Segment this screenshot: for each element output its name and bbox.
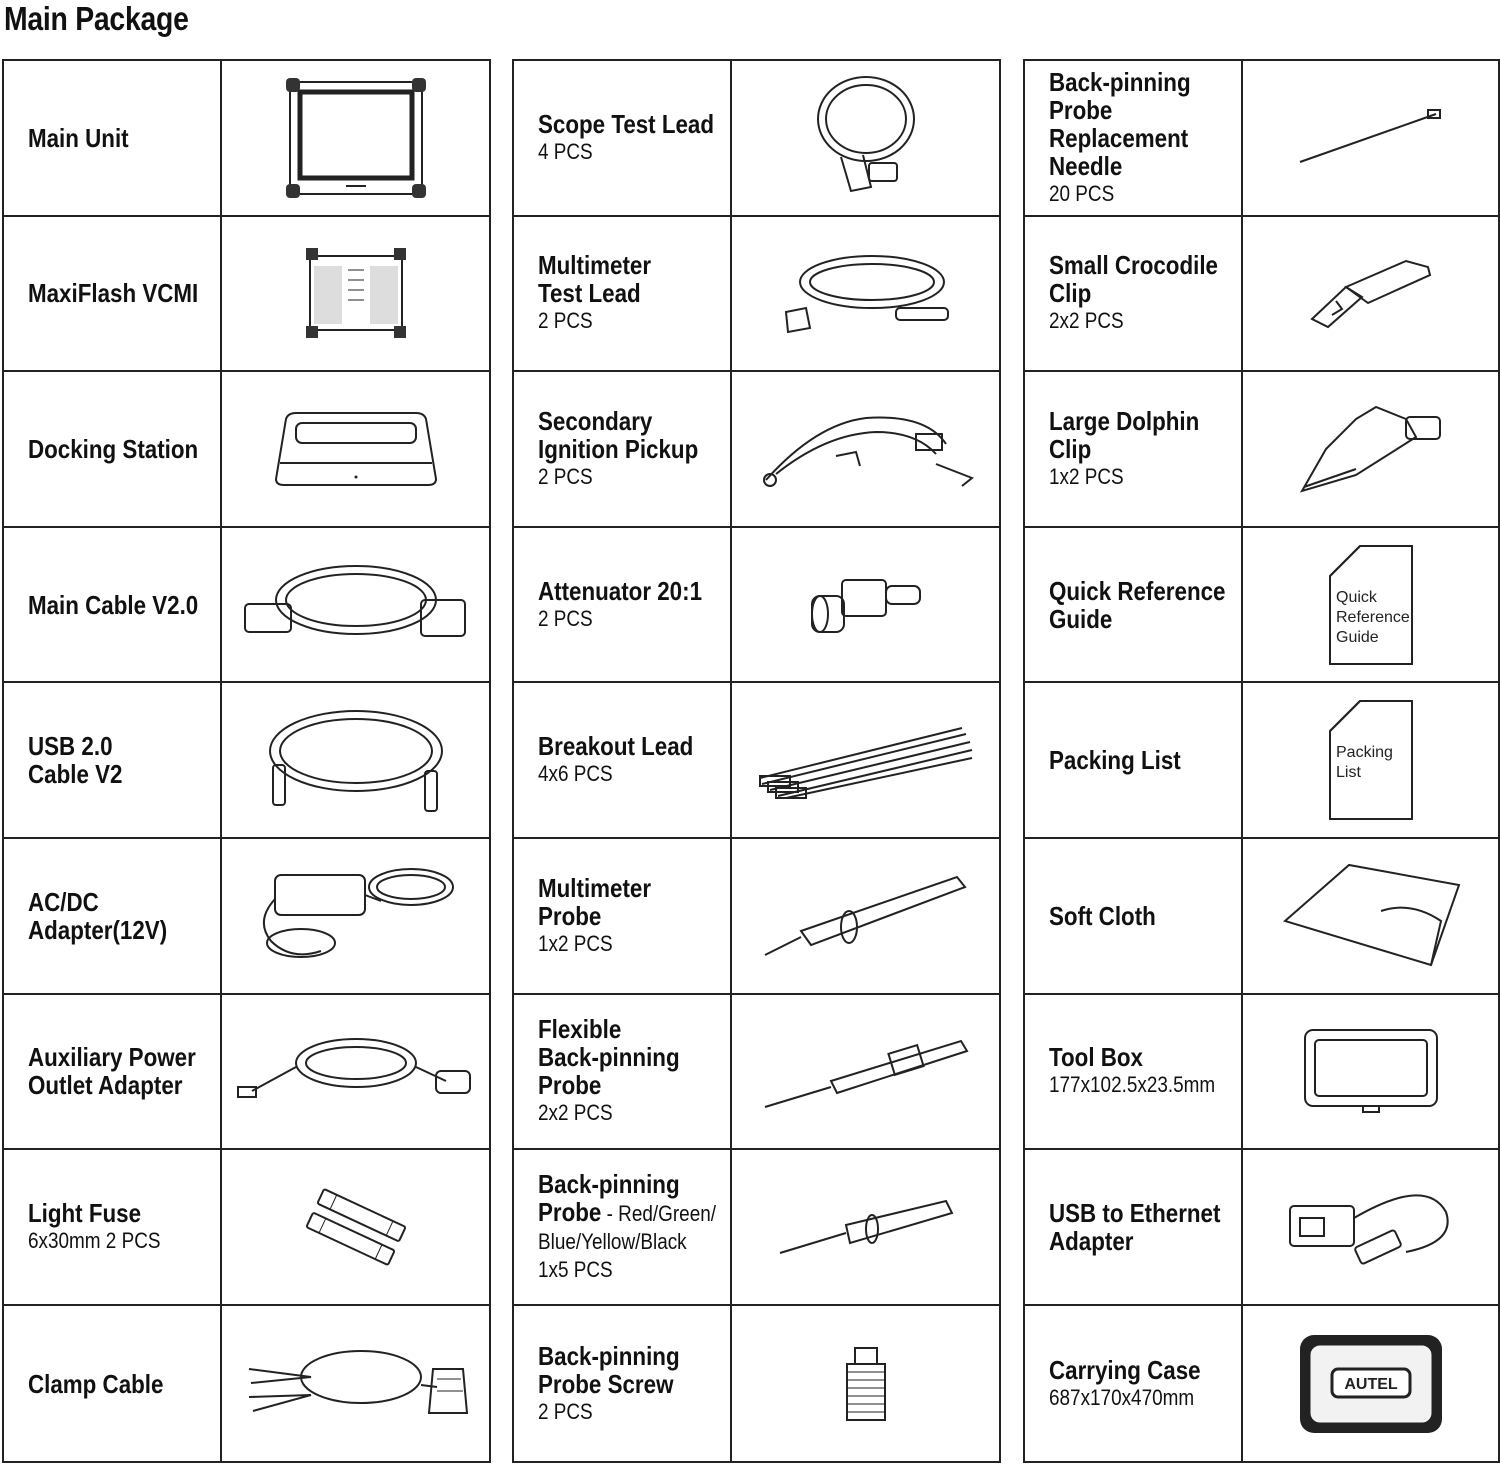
package-item-row <box>4 61 489 217</box>
package-item-row <box>4 1306 489 1462</box>
tablet-icon <box>222 61 489 215</box>
package-item-row <box>514 1306 999 1462</box>
item-label-cell <box>514 217 732 371</box>
package-item-row <box>514 683 999 839</box>
item-name: Tool Box <box>1049 1042 1143 1073</box>
item-name: AC/DC Adapter(12V) <box>28 886 168 945</box>
item-quantity: 2 PCS <box>538 308 593 334</box>
item-label-cell <box>4 61 222 215</box>
package-item-row <box>4 995 489 1151</box>
package-item-row <box>1025 995 1498 1151</box>
package-item-row <box>1025 217 1498 373</box>
item-quantity: 2 PCS <box>538 463 593 489</box>
item-label-cell <box>514 839 732 993</box>
item-quantity: 2 PCS <box>538 1398 593 1424</box>
item-name: Flexible Back-pinning Probe <box>538 1014 680 1101</box>
package-item-row <box>514 372 999 528</box>
dolphin-clip-icon <box>1243 372 1498 526</box>
item-name: Light Fuse <box>28 1197 142 1228</box>
item-name: Large Dolphin Clip <box>1049 405 1200 464</box>
package-item-row <box>1025 61 1498 217</box>
item-name-with-colors: Back-pinning Probe - Red/Green/ Blue/Yellow/Black 1x5 PCS <box>538 1168 716 1282</box>
item-label-cell <box>1025 839 1243 993</box>
toolbox-icon <box>1243 995 1498 1149</box>
scope-lead-icon <box>732 61 999 215</box>
item-quantity: 4x6 PCS <box>538 761 613 787</box>
item-label-cell <box>1025 995 1243 1149</box>
obd-cable-icon <box>222 528 489 682</box>
package-item-row <box>514 61 999 217</box>
item-name: Back-pinning Probe Screw <box>538 1340 680 1399</box>
package-item-row <box>1025 528 1498 684</box>
usb-cable-icon <box>222 683 489 837</box>
crocodile-clip-icon <box>1243 217 1498 371</box>
item-label-cell <box>4 217 222 371</box>
item-label-cell <box>1025 1150 1243 1304</box>
document-label-line: Packing <box>1335 744 1393 762</box>
cloth-icon <box>1243 839 1498 993</box>
item-quantity: 2 PCS <box>538 605 593 631</box>
item-name: USB to Ethernet Adapter <box>1049 1197 1221 1256</box>
flexible-probe-icon <box>732 995 999 1149</box>
breakout-lead-icon <box>732 683 999 837</box>
item-name: Auxiliary Power Outlet Adapter <box>28 1042 196 1101</box>
item-label-cell <box>1025 683 1243 837</box>
cigarette-adapter-icon <box>222 995 489 1149</box>
package-item-row <box>1025 1150 1498 1306</box>
usb-ethernet-icon <box>1243 1150 1498 1304</box>
package-item-row <box>4 217 489 373</box>
probe-screw-icon <box>732 1306 999 1462</box>
item-label-cell <box>514 1150 732 1304</box>
item-label-cell <box>514 528 732 682</box>
item-name: Attenuator 20:1 <box>538 575 703 606</box>
item-label-cell <box>4 528 222 682</box>
item-name: Back-pinning Probe Replacement Needle <box>1049 66 1191 181</box>
item-name: Docking Station <box>28 433 199 464</box>
package-item-row <box>1025 372 1498 528</box>
item-name: Multimeter Probe <box>538 872 652 931</box>
item-name: Scope Test Lead <box>538 108 715 139</box>
package-item-row <box>514 217 999 373</box>
fuse-icon <box>222 1150 489 1304</box>
attenuator-icon <box>732 528 999 682</box>
package-column-1 <box>2 59 491 1463</box>
item-name: Breakout Lead <box>538 731 694 762</box>
multimeter-lead-icon <box>732 217 999 371</box>
package-item-row <box>4 372 489 528</box>
item-name: Soft Cloth <box>1049 900 1156 931</box>
package-item-row <box>1025 839 1498 995</box>
document-label-line: Reference <box>1335 608 1410 626</box>
document-icon <box>1243 528 1498 682</box>
item-label-cell <box>4 1306 222 1462</box>
package-column-3 <box>1023 59 1500 1463</box>
ignition-pickup-icon <box>732 372 999 526</box>
item-name: Clamp Cable <box>28 1368 164 1399</box>
item-label-cell <box>1025 217 1243 371</box>
item-label-cell <box>4 683 222 837</box>
package-item-row <box>514 995 999 1151</box>
item-name: Quick Reference Guide <box>1049 575 1226 634</box>
item-name: Carrying Case <box>1049 1354 1201 1385</box>
item-label-cell <box>514 61 732 215</box>
package-item-row <box>514 528 999 684</box>
item-quantity: 2x2 PCS <box>538 1100 613 1126</box>
item-label-cell <box>4 995 222 1149</box>
document-icon <box>1243 683 1498 837</box>
item-label-cell <box>1025 61 1243 215</box>
item-name: Small Crocodile Clip <box>1049 250 1218 309</box>
package-item-row <box>4 528 489 684</box>
item-quantity: 177x102.5x23.5mm <box>1049 1072 1216 1098</box>
item-label-cell <box>514 1306 732 1462</box>
item-quantity: 2x2 PCS <box>1049 308 1124 334</box>
item-name: Secondary Ignition Pickup <box>538 405 699 464</box>
item-label-cell <box>514 995 732 1149</box>
item-name: USB 2.0 Cable V2 <box>28 731 123 790</box>
package-item-row <box>1025 683 1498 839</box>
document-label-line: Quick <box>1335 588 1377 606</box>
item-label-cell <box>514 683 732 837</box>
document-label-line: Guide <box>1335 628 1379 646</box>
carrying-case-icon <box>1243 1306 1498 1462</box>
package-item-row <box>514 839 999 995</box>
package-item-row <box>1025 1306 1498 1462</box>
package-item-row <box>4 839 489 995</box>
vci-box-icon <box>222 217 489 371</box>
docking-station-icon <box>222 372 489 526</box>
backpin-probe-icon <box>732 1150 999 1304</box>
item-quantity: 4 PCS <box>538 138 593 164</box>
case-brand-label: AUTEL <box>1343 1375 1398 1393</box>
multimeter-probe-icon <box>732 839 999 993</box>
item-name: Main Unit <box>28 122 129 153</box>
page-title: Main Package <box>4 0 189 37</box>
package-column-2 <box>512 59 1001 1463</box>
item-label-cell <box>514 372 732 526</box>
item-name: Multimeter Test Lead <box>538 250 652 309</box>
package-item-row <box>4 1150 489 1306</box>
item-label-cell <box>4 372 222 526</box>
item-label-cell <box>4 1150 222 1304</box>
item-quantity: 20 PCS <box>1049 180 1115 206</box>
item-label-cell <box>1025 1306 1243 1462</box>
item-name: Packing List <box>1049 745 1181 776</box>
document-label-line: List <box>1335 764 1361 782</box>
item-quantity: 1x2 PCS <box>1049 463 1124 489</box>
power-adapter-icon <box>222 839 489 993</box>
item-quantity: 687x170x470mm <box>1049 1384 1195 1410</box>
clamp-cable-icon <box>222 1306 489 1462</box>
package-item-row <box>4 683 489 839</box>
item-name: Main Cable V2.0 <box>28 589 199 620</box>
item-name: MaxiFlash VCMI <box>28 278 199 309</box>
item-quantity: 6x30mm 2 PCS <box>28 1227 161 1253</box>
item-label-cell <box>1025 372 1243 526</box>
package-item-row <box>514 1150 999 1306</box>
needle-icon <box>1243 61 1498 215</box>
item-quantity: 1x2 PCS <box>538 930 613 956</box>
item-label-cell <box>1025 528 1243 682</box>
item-label-cell <box>4 839 222 993</box>
